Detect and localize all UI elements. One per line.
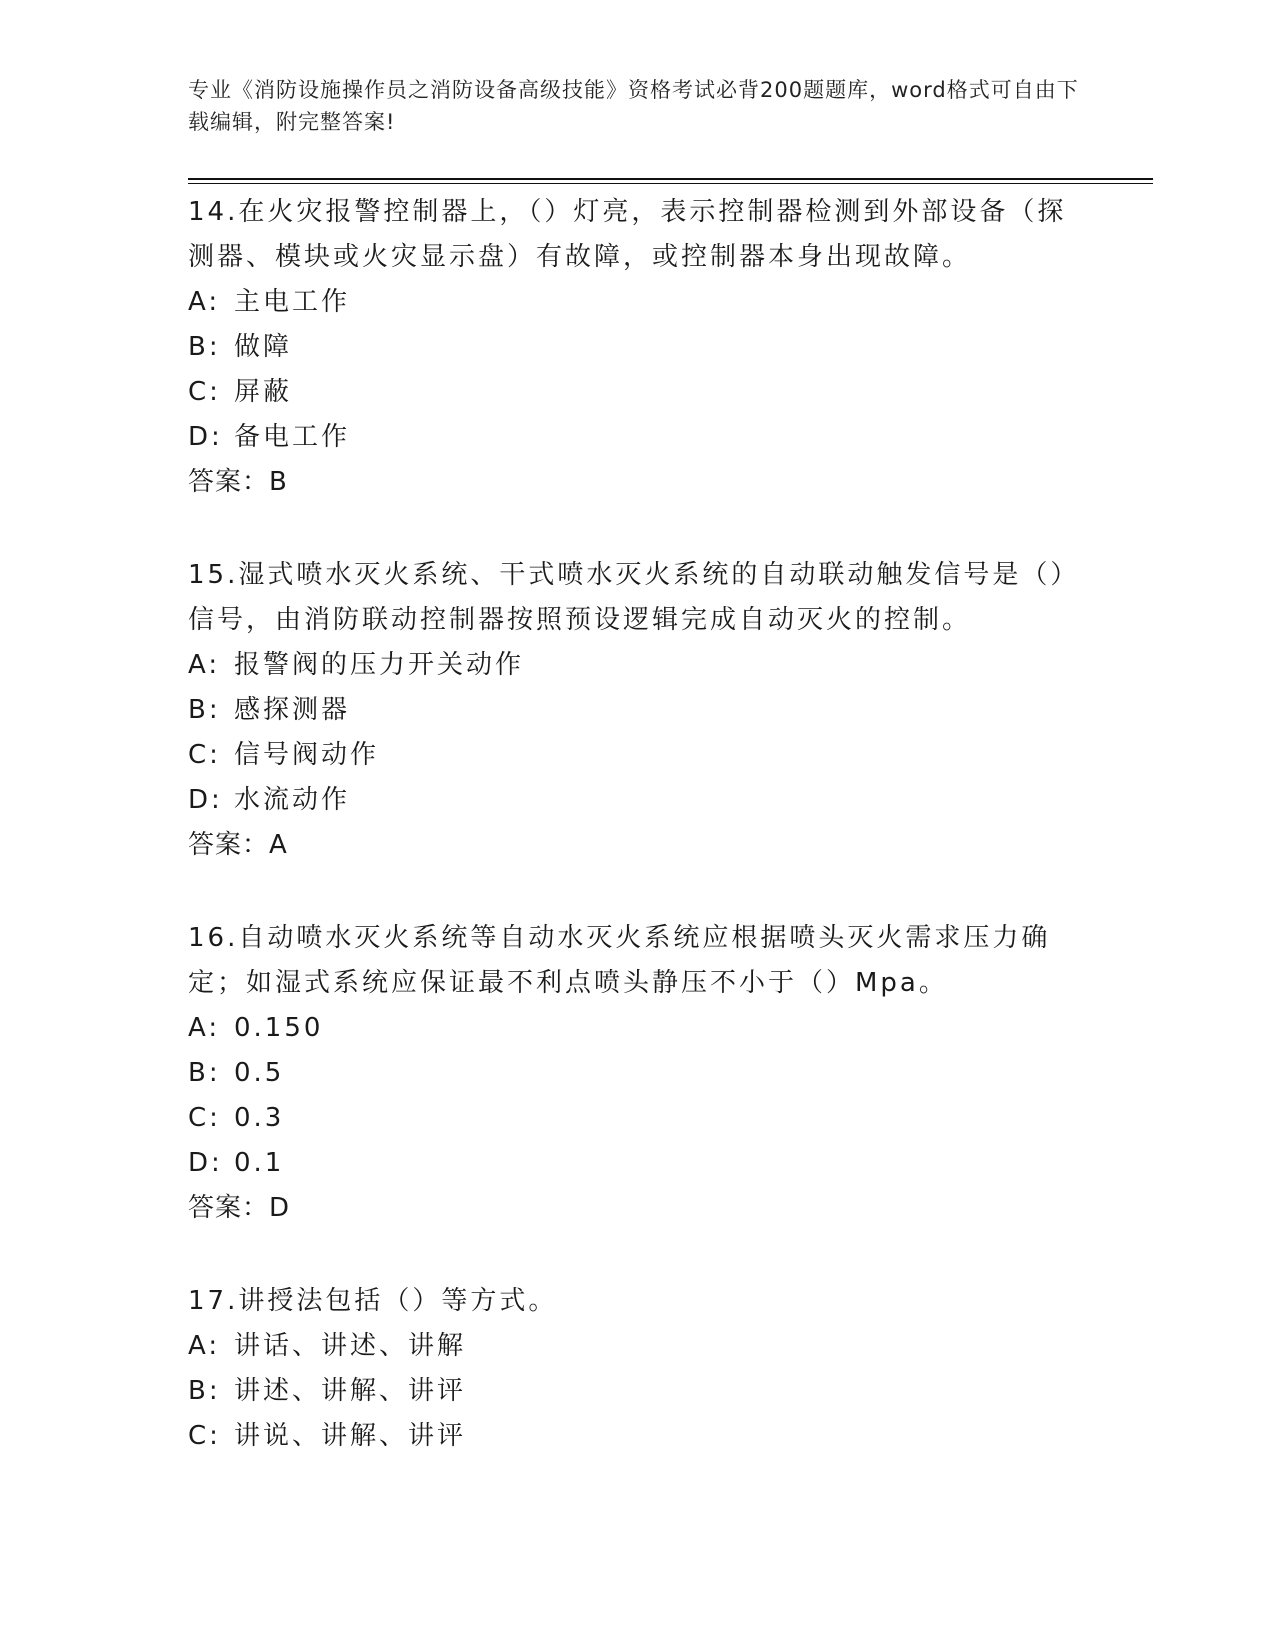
question-15 bbox=[188, 553, 1088, 868]
option-text: 屏蔽 bbox=[234, 377, 293, 407]
answer-line: 答案：D bbox=[188, 1193, 291, 1223]
option-letter: A: bbox=[188, 650, 221, 680]
option-text: 0.1 bbox=[234, 1148, 285, 1178]
question-14 bbox=[188, 190, 1088, 505]
option-letter: B: bbox=[188, 695, 221, 725]
option-a bbox=[188, 280, 1088, 325]
option-c bbox=[188, 733, 1088, 778]
option-letter: C: bbox=[188, 740, 221, 770]
option-c bbox=[188, 1414, 1088, 1459]
option-letter: A: bbox=[188, 287, 221, 317]
option-letter: C: bbox=[188, 377, 221, 407]
option-text: 报警阀的压力开关动作 bbox=[234, 650, 525, 680]
option-text: 感探测器 bbox=[234, 695, 351, 725]
question-stem: 17.讲授法包括（）等方式。 bbox=[188, 1286, 558, 1316]
document-header: 专业《消防设施操作员之消防设备高级技能》资格考试必背200题题库，word格式可自由下载编辑，附完整答案! bbox=[188, 78, 1079, 134]
option-text: 水流动作 bbox=[234, 785, 351, 815]
option-text: 0.150 bbox=[234, 1013, 324, 1043]
option-d bbox=[188, 1141, 1088, 1186]
option-letter: A: bbox=[188, 1331, 221, 1361]
option-d bbox=[188, 415, 1088, 460]
option-a bbox=[188, 1324, 1088, 1369]
option-d bbox=[188, 778, 1088, 823]
question-17 bbox=[188, 1279, 1088, 1459]
header-divider-thin bbox=[188, 183, 1153, 184]
option-b bbox=[188, 1051, 1088, 1096]
option-letter: B: bbox=[188, 1376, 221, 1406]
option-letter: C: bbox=[188, 1103, 221, 1133]
option-text: 讲说、讲解、讲评 bbox=[234, 1421, 467, 1451]
option-a bbox=[188, 643, 1088, 688]
option-text: 信号阀动作 bbox=[234, 740, 380, 770]
question-list bbox=[188, 190, 1088, 1507]
option-b bbox=[188, 688, 1088, 733]
option-letter: B: bbox=[188, 1058, 221, 1088]
option-letter: D: bbox=[188, 422, 223, 452]
option-a bbox=[188, 1006, 1088, 1051]
option-letter: C: bbox=[188, 1421, 221, 1451]
option-b bbox=[188, 1369, 1088, 1414]
option-letter: B: bbox=[188, 332, 221, 362]
option-letter: D: bbox=[188, 785, 223, 815]
option-text: 做障 bbox=[234, 332, 293, 362]
option-letter: A: bbox=[188, 1013, 221, 1043]
option-c bbox=[188, 370, 1088, 415]
question-16 bbox=[188, 916, 1088, 1231]
answer-line: 答案：A bbox=[188, 830, 288, 860]
option-b bbox=[188, 325, 1088, 370]
option-letter: D: bbox=[188, 1148, 223, 1178]
option-text: 0.5 bbox=[234, 1058, 285, 1088]
option-text: 备电工作 bbox=[234, 422, 351, 452]
question-stem: 14.在火灾报警控制器上，（）灯亮，表示控制器检测到外部设备（探测器、模块或火灾显示盘）有故障，或控制器本身出现故障。 bbox=[188, 197, 1067, 272]
option-text: 0.3 bbox=[234, 1103, 285, 1133]
option-text: 主电工作 bbox=[234, 287, 351, 317]
question-stem: 16.自动喷水灭火系统等自动水灭火系统应根据喷头灭火需求压力确定；如湿式系统应保证最不利点喷头静压不小于（）Mpa。 bbox=[188, 923, 1051, 998]
header-divider-thick bbox=[188, 178, 1153, 180]
question-stem: 15.湿式喷水灭火系统、干式喷水灭火系统的自动联动触发信号是（）信号，由消防联动控制器按照预设逻辑完成自动灭火的控制。 bbox=[188, 560, 1080, 635]
option-c bbox=[188, 1096, 1088, 1141]
option-text: 讲述、讲解、讲评 bbox=[234, 1376, 467, 1406]
answer-line: 答案：B bbox=[188, 467, 288, 497]
option-text: 讲话、讲述、讲解 bbox=[234, 1331, 467, 1361]
